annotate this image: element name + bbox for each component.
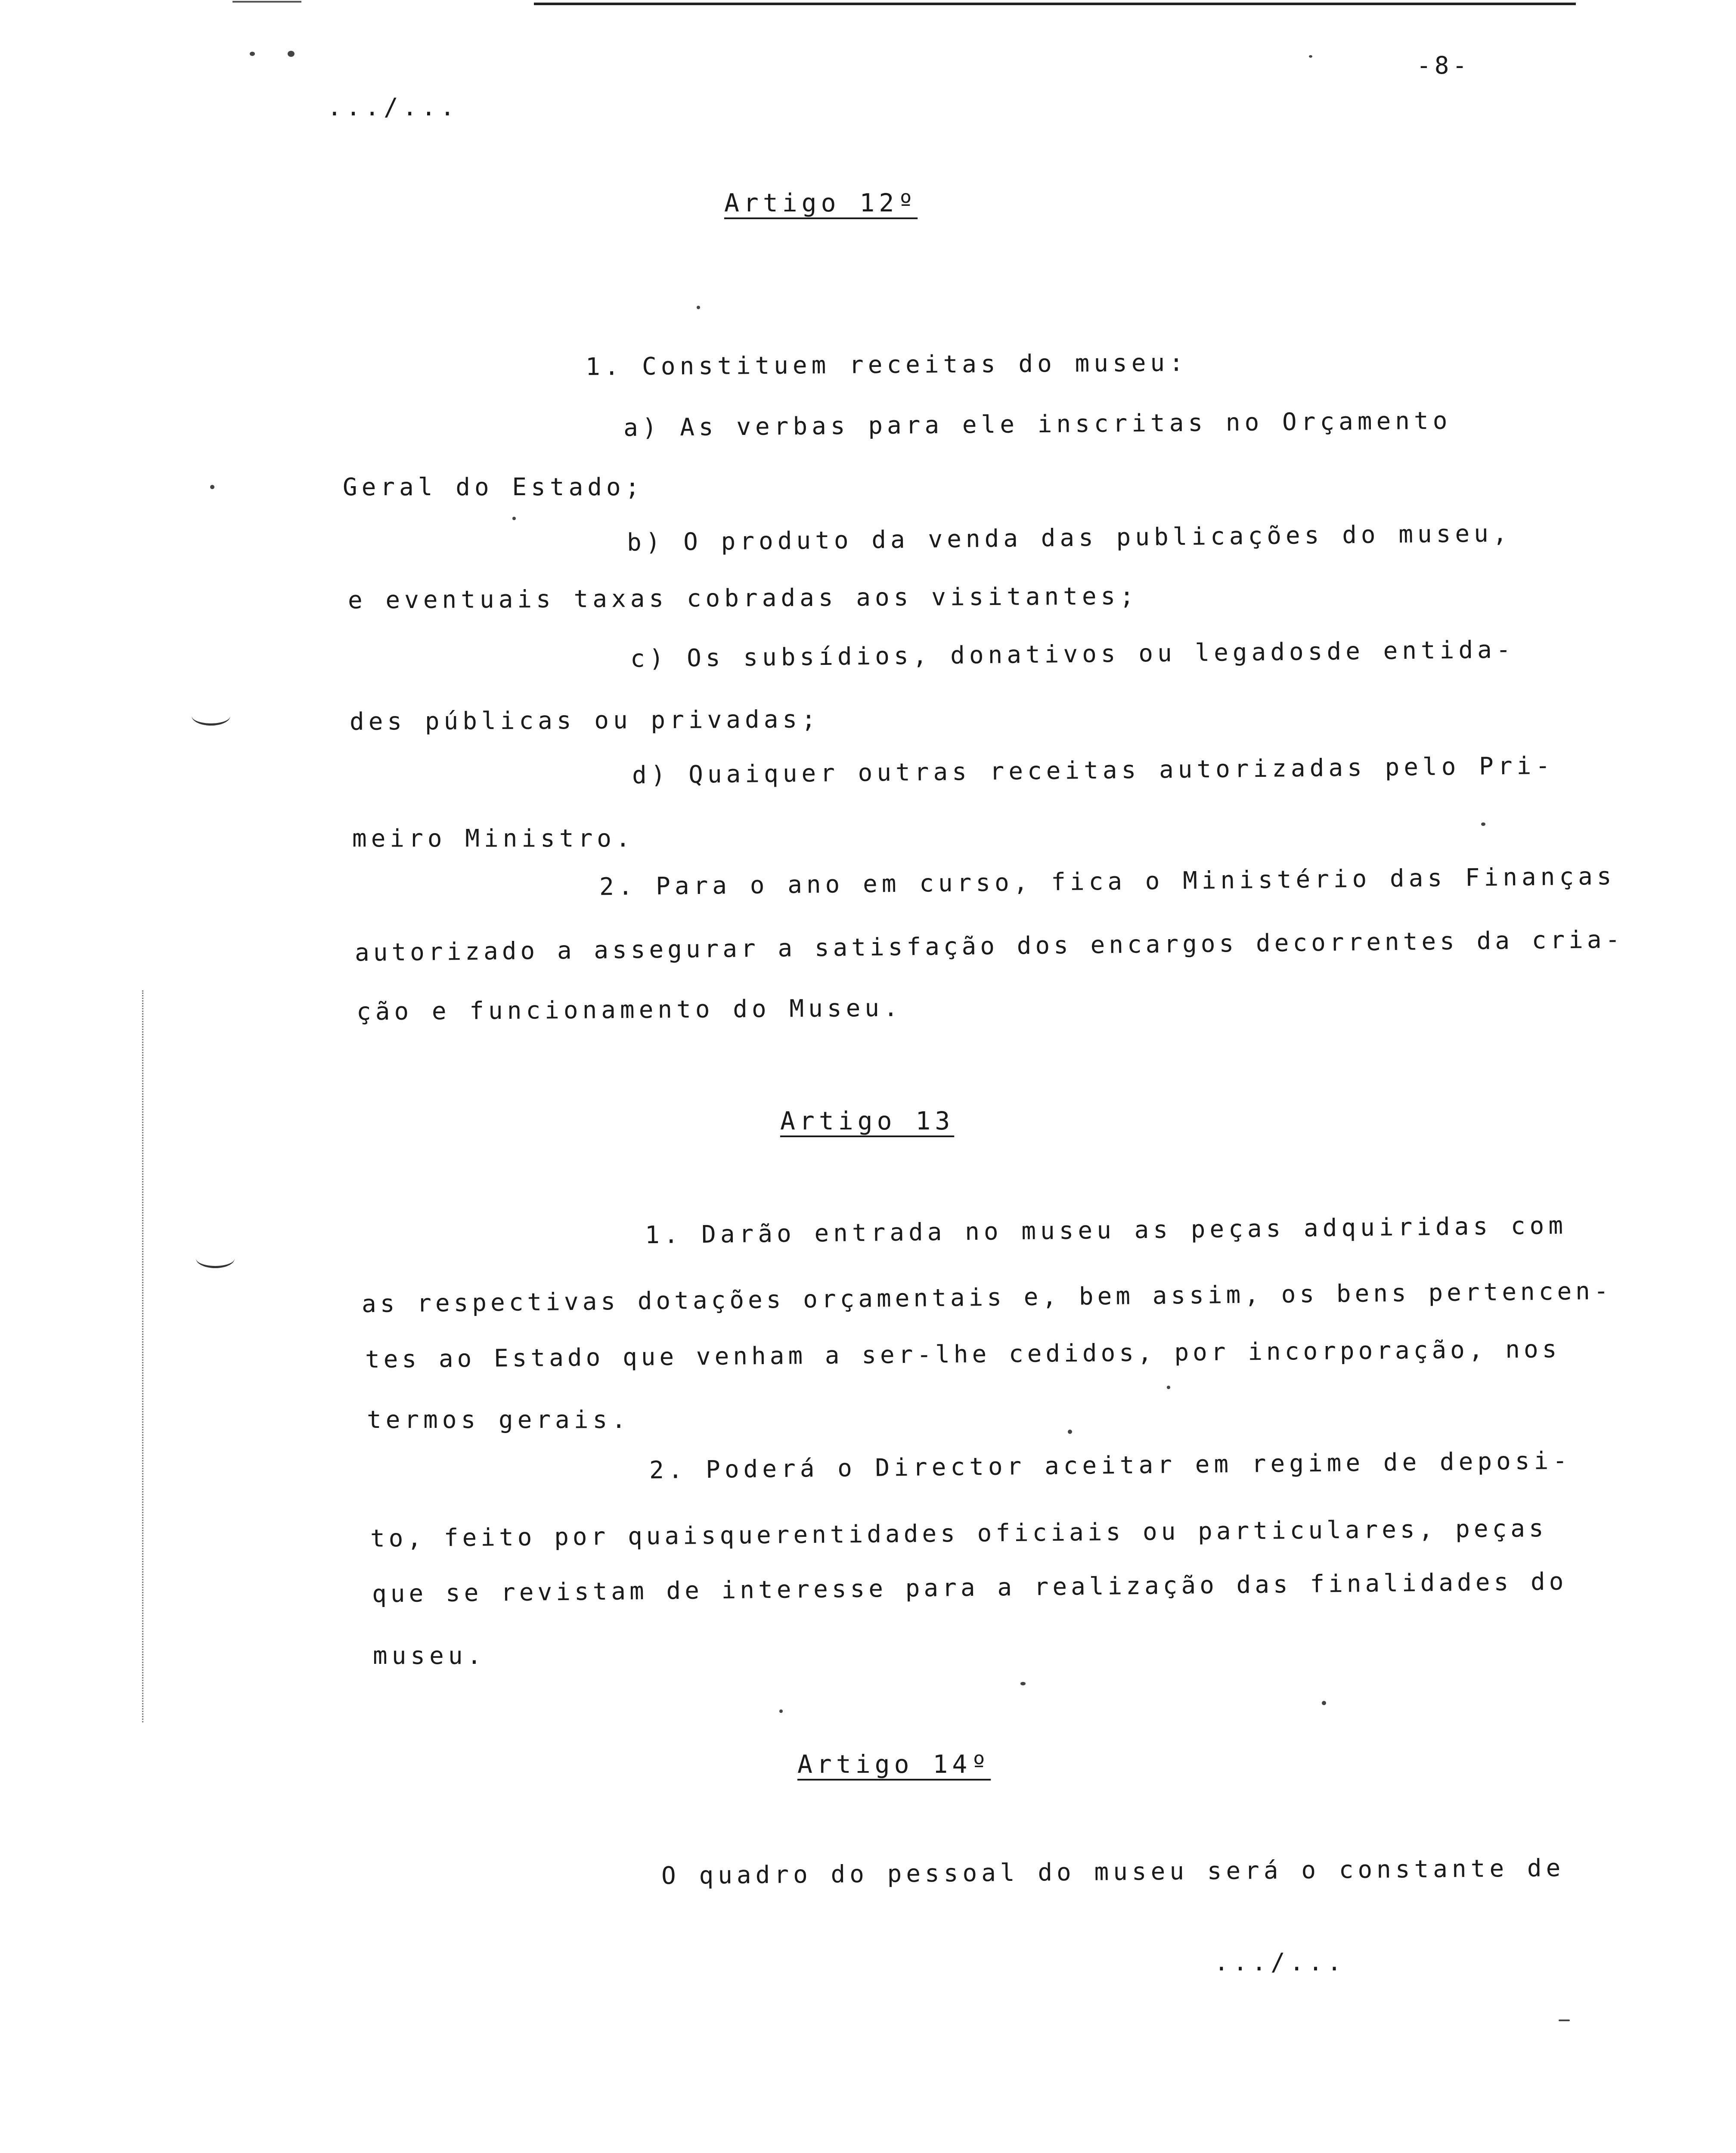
article-12-line-4: b) O produto da venda das publicações do museu, [626,519,1512,557]
article-13-line-5: 2. Poderá o Director aceitar em regime de deposi- [649,1446,1572,1485]
scan-speck [1068,1430,1072,1434]
article-12-line-10: 2. Para o ano em curso, fica o Ministério das Finanças [599,862,1616,901]
continuation-marker-bottom: .../... [1214,1948,1346,1976]
article-13-heading: Artigo 13 [780,1106,955,1135]
scan-speck [1559,2020,1570,2021]
article-12-line-6: c) Os subsídios, donativos ou legadosde entida- [630,636,1515,673]
article-14-heading: Artigo 14º [797,1750,991,1779]
scan-speck [1481,822,1485,826]
scan-speck [779,1709,783,1713]
article-13-line-1: 1. Darão entrada no museu as peças adquiridas com [645,1211,1568,1250]
continuation-marker-top: .../... [327,93,459,121]
scan-speck [288,51,294,57]
article-12-line-1: 1. Constituem receitas do museu: [585,349,1188,381]
article-13-line-6: to, feito por quaisquerentidades oficiais ou particulares, peças [370,1514,1547,1553]
scan-speck [1020,1682,1026,1685]
scan-speck [210,485,214,489]
top-border-line [534,3,1576,5]
article-13-line-3: tes ao Estado que venham a ser-lhe cedidos, por incorporação, nos [365,1335,1561,1374]
top-border-fragment [232,1,301,3]
article-12-line-3: Geral do Estado; [343,473,644,501]
article-12-line-12: ção e funcionamento do Museu. [356,994,902,1026]
article-12-heading: Artigo 12º [724,188,918,217]
article-12-line-5: e eventuais taxas cobradas aos visitantes; [347,582,1139,614]
article-12-line-8: d) Quaiquer outras receitas autorizadas pelo Pri- [632,751,1555,790]
scan-speck [512,517,516,520]
article-13-line-7: que se revistam de interesse para a realização das finalidades do [372,1567,1568,1608]
article-12-line-11: autorizado a assegurar a satisfação dos encargos decorrentes da cria- [354,925,1624,967]
scan-speck [1309,55,1312,58]
article-12-line-7: des públicas ou privadas; [349,705,821,736]
article-12-line-9: meiro Ministro. [352,825,635,853]
punch-hole-mark [192,706,230,726]
scan-speck [250,52,255,56]
article-14-line-1: O quadro do pessoal do museu será o constante de [661,1854,1565,1890]
article-12-line-2: a) As verbas para ele inscritas no Orçamento [623,406,1452,442]
scan-speck [697,306,700,309]
scan-speck [1322,1701,1326,1705]
article-13-line-4: termos gerais. [367,1406,631,1434]
scan-speck [1167,1386,1170,1389]
page-number: -8- [1417,52,1471,80]
margin-scan-dots [142,990,145,1722]
article-13-line-2: as respectivas dotações orçamentais e, bem assim, os bens pertencen- [361,1277,1612,1318]
punch-hole-mark [196,1249,235,1268]
article-13-line-8: museu. [373,1642,486,1670]
